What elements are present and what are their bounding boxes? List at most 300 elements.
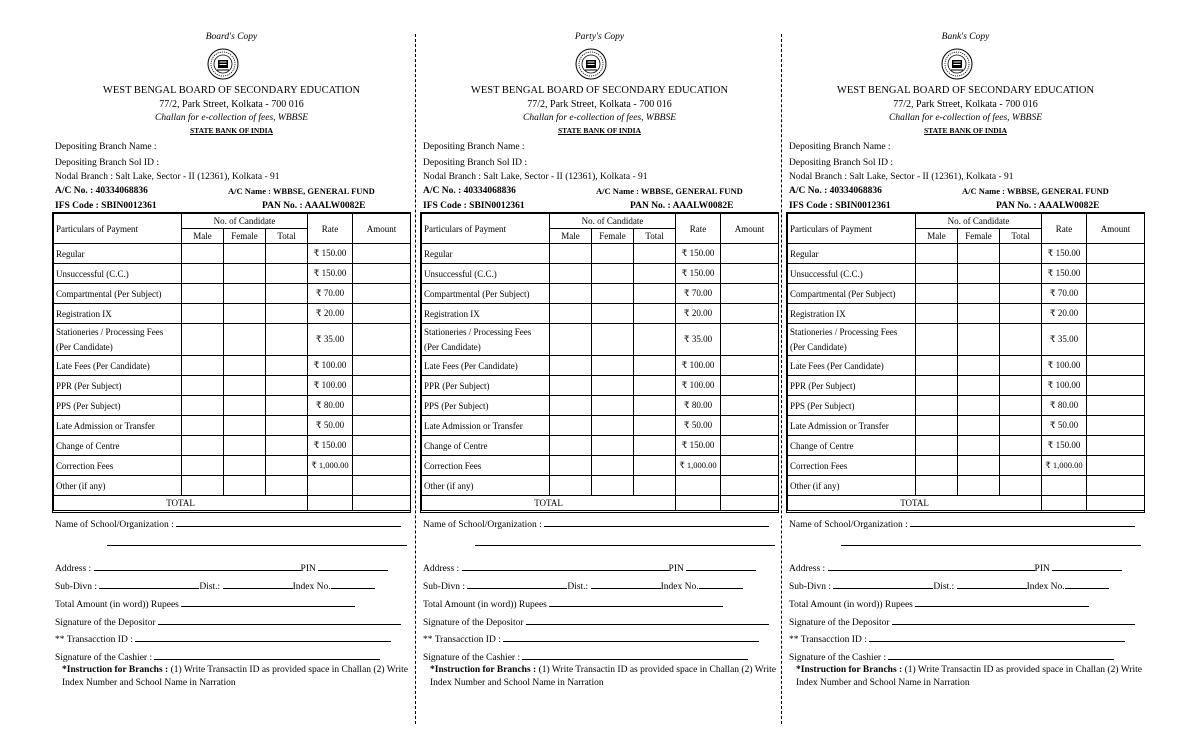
fee-row (54, 416, 411, 436)
fee-amount-cell[interactable] (1087, 476, 1145, 496)
board-seal-icon (207, 48, 239, 80)
dist-label: Dist.: (199, 582, 221, 592)
transaction-id-row (55, 633, 391, 645)
pin-label: PIN (300, 564, 316, 574)
fee-amount-cell[interactable] (1087, 324, 1145, 356)
index-label: Index No. (1026, 582, 1065, 592)
total-count-cell[interactable] (1000, 476, 1042, 496)
total-count-cell[interactable] (1000, 396, 1042, 416)
fee-amount-cell[interactable] (721, 356, 779, 376)
fee-row (788, 436, 1145, 456)
male-count-cell[interactable] (550, 264, 592, 284)
ifs-code: IFS Code : SBIN0012361 (55, 201, 157, 211)
instruction-text: (1) Write Transactin ID as provided space in Challan (2) Write Index Number and School Name in Narration (430, 665, 776, 688)
female-count-cell[interactable] (224, 284, 266, 304)
fee-row (788, 456, 1145, 476)
total-count-cell[interactable] (1000, 376, 1042, 396)
fee-row (54, 324, 411, 356)
fee-particular: Compartmental (Per Subject) (422, 284, 550, 304)
school-name-field-line-2[interactable] (841, 545, 1141, 546)
male-count-cell[interactable] (550, 436, 592, 456)
school-name-row (423, 518, 769, 530)
total-count-cell[interactable] (634, 244, 676, 264)
male-count-cell[interactable] (182, 324, 224, 356)
female-count-cell[interactable] (958, 356, 1000, 376)
subdivn-label: Sub-Divn : (423, 582, 465, 592)
total-count-cell[interactable] (1000, 284, 1042, 304)
fees-table (53, 213, 411, 511)
depositor-signature-field[interactable] (158, 616, 401, 625)
depositor-signature-label: Signature of the Depositor (55, 618, 156, 628)
total-count-cell[interactable] (266, 304, 308, 324)
fee-amount-cell[interactable] (721, 436, 779, 456)
bank-name: STATE BANK OF INDIA (190, 126, 273, 135)
fee-amount-cell[interactable] (353, 416, 411, 436)
total-count-cell[interactable] (634, 396, 676, 416)
fee-rate (308, 476, 353, 496)
fee-amount-cell[interactable] (721, 396, 779, 416)
total-count-cell[interactable] (266, 456, 308, 476)
fee-rate: ₹ 100.00 (1042, 376, 1087, 396)
total-count-cell[interactable] (634, 476, 676, 496)
depositing-branch-name: Depositing Branch Name : (55, 142, 157, 152)
fee-rate: ₹ 150.00 (308, 436, 353, 456)
fee-amount-cell[interactable] (721, 376, 779, 396)
header-male: Male (182, 229, 224, 244)
male-count-cell[interactable] (916, 264, 958, 284)
total-count-cell[interactable] (634, 436, 676, 456)
fee-particular: PPR (Per Subject) (54, 376, 182, 396)
female-count-cell[interactable] (224, 324, 266, 356)
total-count-cell[interactable] (1000, 264, 1042, 284)
male-count-cell[interactable] (916, 244, 958, 264)
fee-rate: ₹ 50.00 (1042, 416, 1087, 436)
female-count-cell[interactable] (224, 304, 266, 324)
male-count-cell[interactable] (182, 456, 224, 476)
fee-amount-cell[interactable] (1087, 264, 1145, 284)
female-count-cell[interactable] (958, 376, 1000, 396)
fee-particular: Unsuccessful (C.C.) (788, 264, 916, 284)
fee-amount-cell[interactable] (353, 476, 411, 496)
subdivn-field[interactable] (833, 580, 933, 589)
male-count-cell[interactable] (916, 476, 958, 496)
copy-label: Party's Copy (574, 32, 625, 42)
instruction-text: (1) Write Transactin ID as provided space in Challan (2) Write Index Number and School Name in Narration (796, 665, 1142, 688)
fee-amount-cell[interactable] (1087, 356, 1145, 376)
fee-amount-cell[interactable] (353, 396, 411, 416)
male-count-cell[interactable] (182, 244, 224, 264)
account-row (789, 186, 1144, 196)
fee-amount-cell[interactable] (353, 284, 411, 304)
transaction-id-label: ** Transacction ID : (789, 635, 867, 645)
pin-field[interactable] (318, 562, 388, 571)
fee-amount-cell[interactable] (721, 416, 779, 436)
female-count-cell[interactable] (592, 376, 634, 396)
fee-particular: PPS (Per Subject) (788, 396, 916, 416)
total-count-cell[interactable] (634, 456, 676, 476)
fee-amount-cell[interactable] (353, 376, 411, 396)
male-count-cell[interactable] (550, 476, 592, 496)
fee-amount-cell[interactable] (721, 456, 779, 476)
fee-rate: ₹ 150.00 (676, 244, 721, 264)
total-amount-cell[interactable] (1087, 496, 1145, 511)
fee-row (54, 284, 411, 304)
total-count-cell[interactable] (266, 476, 308, 496)
female-count-cell[interactable] (958, 436, 1000, 456)
total-count-cell[interactable] (634, 416, 676, 436)
fee-amount-cell[interactable] (353, 324, 411, 356)
total-count-cell[interactable] (1000, 416, 1042, 436)
total-count-cell[interactable] (266, 436, 308, 456)
fee-amount-cell[interactable] (721, 284, 779, 304)
female-count-cell[interactable] (592, 436, 634, 456)
account-number: A/C No. : 40334068836 (55, 186, 148, 196)
school-name-row (55, 518, 401, 530)
amount-words-field[interactable] (915, 598, 1089, 607)
female-count-cell[interactable] (592, 284, 634, 304)
male-count-cell[interactable] (550, 396, 592, 416)
fee-amount-cell[interactable] (1087, 456, 1145, 476)
fee-amount-cell[interactable] (1087, 416, 1145, 436)
total-count-cell[interactable] (266, 396, 308, 416)
total-count-cell[interactable] (266, 356, 308, 376)
fee-particular: Late Admission or Transfer (422, 416, 550, 436)
total-count-cell[interactable] (634, 284, 676, 304)
female-count-cell[interactable] (958, 476, 1000, 496)
dist-field[interactable] (591, 580, 661, 589)
female-count-cell[interactable] (224, 264, 266, 284)
total-count-cell[interactable] (1000, 304, 1042, 324)
female-count-cell[interactable] (224, 244, 266, 264)
account-number: A/C No. : 40334068836 (423, 186, 516, 196)
male-count-cell[interactable] (182, 396, 224, 416)
female-count-cell[interactable] (224, 396, 266, 416)
transaction-id-field[interactable] (869, 633, 1125, 642)
fees-table (787, 213, 1145, 511)
fee-amount-cell[interactable] (1087, 304, 1145, 324)
depositing-branch-sol-id: Depositing Branch Sol ID : (423, 158, 527, 168)
fee-rate: ₹ 70.00 (1042, 284, 1087, 304)
male-count-cell[interactable] (916, 324, 958, 356)
male-count-cell[interactable] (916, 436, 958, 456)
cashier-signature-row (423, 651, 748, 663)
male-count-cell[interactable] (182, 304, 224, 324)
subdivn-field[interactable] (467, 580, 567, 589)
male-count-cell[interactable] (550, 356, 592, 376)
total-count-cell[interactable] (266, 376, 308, 396)
header-rate: Rate (676, 214, 721, 244)
fee-row (788, 396, 1145, 416)
instruction-text: (1) Write Transactin ID as provided space in Challan (2) Write Index Number and School Name in Narration (62, 665, 408, 688)
address-field[interactable] (828, 562, 1035, 571)
dist-field[interactable] (223, 580, 293, 589)
fee-row (788, 244, 1145, 264)
depositor-signature-label: Signature of the Depositor (423, 618, 524, 628)
fee-rate: ₹ 50.00 (676, 416, 721, 436)
fee-amount-cell[interactable] (1087, 376, 1145, 396)
school-name-label: Name of School/Organization : (55, 520, 174, 530)
total-count-cell[interactable] (266, 416, 308, 436)
fee-amount-cell[interactable] (353, 436, 411, 456)
female-count-cell[interactable] (592, 456, 634, 476)
male-count-cell[interactable] (916, 376, 958, 396)
female-count-cell[interactable] (592, 304, 634, 324)
female-count-cell[interactable] (592, 356, 634, 376)
total-count-cell[interactable] (634, 304, 676, 324)
fee-particular: Change of Centre (788, 436, 916, 456)
fee-row (54, 456, 411, 476)
fee-amount-cell[interactable] (353, 264, 411, 284)
fee-particular: Late Admission or Transfer (788, 416, 916, 436)
male-count-cell[interactable] (182, 476, 224, 496)
transaction-id-field[interactable] (135, 633, 391, 642)
fee-amount-cell[interactable] (353, 456, 411, 476)
index-label: Index No. (660, 582, 699, 592)
header-female: Female (592, 229, 634, 244)
pin-label: PIN (668, 564, 684, 574)
total-count-cell[interactable] (634, 264, 676, 284)
total-count-cell[interactable] (1000, 356, 1042, 376)
female-count-cell[interactable] (592, 264, 634, 284)
fees-table (421, 213, 779, 511)
male-count-cell[interactable] (550, 304, 592, 324)
school-name-field-line-2[interactable] (475, 545, 775, 546)
male-count-cell[interactable] (550, 416, 592, 436)
header-no-of-candidate: No. of Candidate (916, 214, 1042, 229)
ifs-row (55, 201, 410, 211)
amount-words-field[interactable] (181, 598, 355, 607)
address-label: Address : (789, 564, 826, 574)
total-count-cell[interactable] (266, 284, 308, 304)
female-count-cell[interactable] (958, 416, 1000, 436)
fee-row (54, 356, 411, 376)
pin-field[interactable] (1052, 562, 1122, 571)
depositor-signature-label: Signature of the Depositor (789, 618, 890, 628)
fee-rate: ₹ 150.00 (308, 264, 353, 284)
fee-rate: ₹ 100.00 (676, 376, 721, 396)
male-count-cell[interactable] (916, 284, 958, 304)
female-count-cell[interactable] (958, 324, 1000, 356)
total-count-cell[interactable] (266, 264, 308, 284)
fee-row (788, 304, 1145, 324)
pan-number: PAN No. : AAALW0082E (262, 201, 366, 211)
board-address: 77/2, Park Street, Kolkata - 700 016 (527, 99, 672, 110)
fee-amount-cell[interactable] (721, 244, 779, 264)
fee-amount-cell[interactable] (721, 264, 779, 284)
total-count-cell[interactable] (634, 376, 676, 396)
amount-words-row (789, 598, 1089, 610)
male-count-cell[interactable] (182, 436, 224, 456)
cashier-signature-label: Signature of the Cashier : (423, 653, 521, 663)
board-name: WEST BENGAL BOARD OF SECONDARY EDUCATION (836, 85, 1095, 96)
total-count-cell[interactable] (266, 244, 308, 264)
school-name-label: Name of School/Organization : (789, 520, 908, 530)
pin-field[interactable] (686, 562, 756, 571)
subdivn-label: Sub-Divn : (789, 582, 831, 592)
fee-amount-cell[interactable] (1087, 284, 1145, 304)
total-count-cell[interactable] (266, 324, 308, 356)
fee-row (422, 244, 779, 264)
female-count-cell[interactable] (958, 264, 1000, 284)
header-total: Total (266, 229, 308, 244)
male-count-cell[interactable] (550, 244, 592, 264)
challan-copy-2 (787, 0, 1144, 729)
fee-rate: ₹ 70.00 (308, 284, 353, 304)
female-count-cell[interactable] (592, 324, 634, 356)
female-count-cell[interactable] (224, 376, 266, 396)
male-count-cell[interactable] (182, 356, 224, 376)
female-count-cell[interactable] (958, 284, 1000, 304)
index-label: Index No. (292, 582, 331, 592)
cashier-signature-label: Signature of the Cashier : (55, 653, 153, 663)
male-count-cell[interactable] (916, 304, 958, 324)
fee-rate: ₹ 50.00 (308, 416, 353, 436)
header-no-of-candidate: No. of Candidate (182, 214, 308, 229)
total-amount-cell[interactable] (353, 496, 411, 511)
fee-amount-cell[interactable] (353, 244, 411, 264)
male-count-cell[interactable] (182, 264, 224, 284)
dist-field[interactable] (957, 580, 1027, 589)
depositor-signature-row (423, 616, 769, 628)
fee-row (788, 284, 1145, 304)
total-count-cell[interactable] (1000, 244, 1042, 264)
fee-rate: ₹ 70.00 (676, 284, 721, 304)
female-count-cell[interactable] (224, 416, 266, 436)
instruction-heading: *Instruction for Branchs : (796, 665, 903, 675)
depositor-signature-field[interactable] (892, 616, 1135, 625)
female-count-cell[interactable] (224, 356, 266, 376)
fee-rate: ₹ 35.00 (308, 324, 353, 356)
amount-words-field[interactable] (549, 598, 723, 607)
female-count-cell[interactable] (592, 396, 634, 416)
challan-copy-1 (421, 0, 778, 729)
total-count-cell[interactable] (634, 356, 676, 376)
fee-row (422, 416, 779, 436)
fee-amount-cell[interactable] (721, 324, 779, 356)
total-amount-cell[interactable] (721, 496, 779, 511)
total-count-cell[interactable] (1000, 436, 1042, 456)
female-count-cell[interactable] (958, 396, 1000, 416)
transaction-id-field[interactable] (503, 633, 759, 642)
fee-rate: ₹ 20.00 (308, 304, 353, 324)
total-label: TOTAL (422, 496, 676, 511)
cashier-signature-row (55, 651, 380, 663)
total-count-cell[interactable] (1000, 456, 1042, 476)
depositor-signature-row (55, 616, 401, 628)
index-field[interactable] (1065, 580, 1109, 589)
header-male: Male (550, 229, 592, 244)
cashier-signature-field[interactable] (888, 651, 1114, 660)
male-count-cell[interactable] (182, 416, 224, 436)
nodal-branch: Nodal Branch : Salt Lake, Sector - II (12361), Kolkata - 91 (423, 172, 648, 182)
total-count-cell[interactable] (634, 324, 676, 356)
copy-label: Bank's Copy (941, 32, 990, 42)
female-count-cell[interactable] (592, 416, 634, 436)
fee-amount-cell[interactable] (1087, 436, 1145, 456)
fee-amount-cell[interactable] (353, 356, 411, 376)
fee-particular: Other (if any) (54, 476, 182, 496)
female-count-cell[interactable] (224, 456, 266, 476)
challan-title: Challan for e-collection of fees, WBBSE (888, 113, 1043, 123)
amount-words-row (55, 598, 355, 610)
male-count-cell[interactable] (550, 324, 592, 356)
fee-particular: Change of Centre (54, 436, 182, 456)
male-count-cell[interactable] (550, 284, 592, 304)
female-count-cell[interactable] (958, 244, 1000, 264)
fee-row (422, 304, 779, 324)
fee-particular: Stationeries / Processing Fees (Per Candidate) (422, 324, 550, 356)
fee-amount-cell[interactable] (1087, 244, 1145, 264)
female-count-cell[interactable] (958, 304, 1000, 324)
account-number: A/C No. : 40334068836 (789, 186, 882, 196)
school-name-field-line-2[interactable] (107, 545, 407, 546)
cashier-signature-field[interactable] (522, 651, 748, 660)
subdivn-label: Sub-Divn : (55, 582, 97, 592)
address-field[interactable] (94, 562, 301, 571)
female-count-cell[interactable] (224, 436, 266, 456)
school-name-field[interactable] (910, 518, 1135, 527)
depositing-branch-name: Depositing Branch Name : (789, 142, 891, 152)
female-count-cell[interactable] (592, 244, 634, 264)
header-total: Total (1000, 229, 1042, 244)
total-rate-cell (1042, 496, 1087, 511)
fee-rate: ₹ 150.00 (1042, 436, 1087, 456)
fee-amount-cell[interactable] (721, 304, 779, 324)
total-count-cell[interactable] (1000, 324, 1042, 356)
male-count-cell[interactable] (916, 416, 958, 436)
school-name-field[interactable] (176, 518, 401, 527)
male-count-cell[interactable] (550, 456, 592, 476)
male-count-cell[interactable] (916, 456, 958, 476)
male-count-cell[interactable] (916, 396, 958, 416)
school-name-field[interactable] (544, 518, 769, 527)
address-field[interactable] (462, 562, 669, 571)
index-field[interactable] (699, 580, 743, 589)
header-female: Female (958, 229, 1000, 244)
female-count-cell[interactable] (224, 476, 266, 496)
fee-row (788, 356, 1145, 376)
fee-rate: ₹ 1,000.00 (1042, 456, 1087, 476)
fee-amount-cell[interactable] (353, 304, 411, 324)
branch-instruction (62, 664, 414, 690)
male-count-cell[interactable] (550, 376, 592, 396)
fee-particular: Regular (788, 244, 916, 264)
female-count-cell[interactable] (592, 476, 634, 496)
index-field[interactable] (331, 580, 375, 589)
amount-words-row (423, 598, 723, 610)
fee-row (54, 376, 411, 396)
female-count-cell[interactable] (958, 456, 1000, 476)
fee-row (422, 264, 779, 284)
fee-row (422, 356, 779, 376)
male-count-cell[interactable] (916, 356, 958, 376)
pan-number: PAN No. : AAALW0082E (630, 201, 734, 211)
account-row (423, 186, 778, 196)
depositor-signature-field[interactable] (526, 616, 769, 625)
fee-amount-cell[interactable] (721, 476, 779, 496)
male-count-cell[interactable] (182, 376, 224, 396)
cashier-signature-field[interactable] (154, 651, 380, 660)
board-address: 77/2, Park Street, Kolkata - 700 016 (893, 99, 1038, 110)
fee-particular: PPS (Per Subject) (422, 396, 550, 416)
transaction-id-row (789, 633, 1125, 645)
total-row (422, 496, 779, 511)
subdivn-field[interactable] (99, 580, 199, 589)
account-name: A/C Name : WBBSE, GENERAL FUND (596, 186, 743, 196)
fee-amount-cell[interactable] (1087, 396, 1145, 416)
male-count-cell[interactable] (182, 284, 224, 304)
header-total: Total (634, 229, 676, 244)
